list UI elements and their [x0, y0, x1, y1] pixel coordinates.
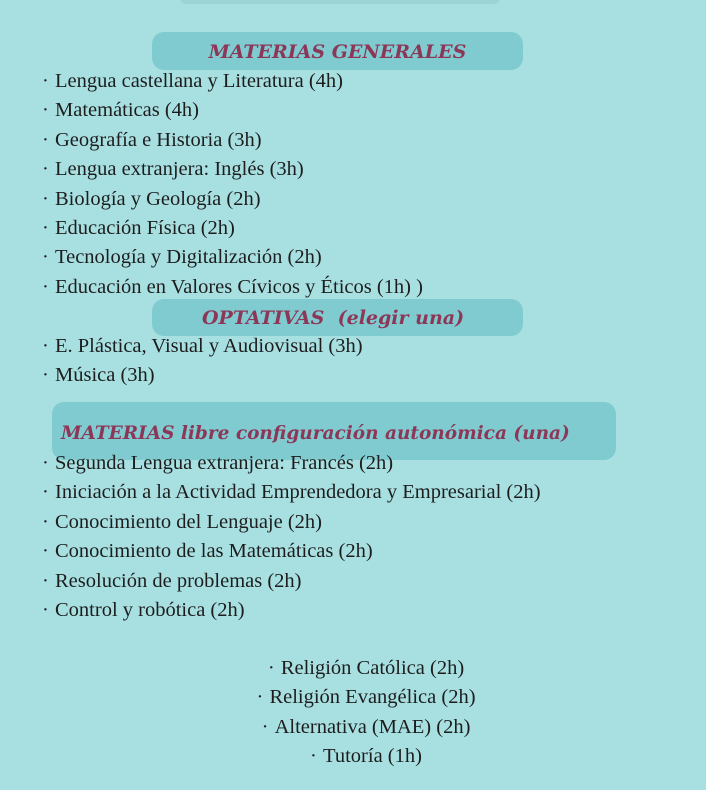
bullet: ·	[42, 481, 49, 504]
list-item: · Religión Católica (2h)	[0, 654, 706, 683]
bullet: ·	[256, 686, 264, 709]
list-item: · Educación Física (2h)	[42, 214, 423, 243]
list-item: · Control y robótica (2h)	[42, 596, 541, 625]
header-optativas-text: OPTATIVAS (elegir una)	[202, 306, 465, 329]
list-item: · Religión Evangélica (2h)	[0, 683, 706, 712]
optativas-list	[42, 332, 363, 391]
bullet: ·	[42, 187, 49, 210]
list-item: · Geografía e Historia (3h)	[42, 126, 423, 155]
list-item: · Lengua castellana y Literatura (4h)	[42, 67, 423, 96]
list-item: · Conocimiento de las Matemáticas (2h)	[42, 537, 541, 566]
otras-list	[0, 654, 706, 772]
bullet: ·	[42, 598, 49, 621]
list-item: · Conocimiento del Lenguaje (2h)	[42, 508, 541, 537]
bullet: ·	[42, 99, 49, 122]
header-materias-generales-text: MATERIAS GENERALES	[208, 41, 467, 63]
bullet: ·	[42, 158, 49, 181]
list-item: · Matemáticas (4h)	[42, 96, 423, 125]
header-optativas	[152, 299, 523, 336]
bullet: ·	[42, 569, 49, 592]
bullet: ·	[42, 216, 49, 239]
list-item: · Biología y Geología (2h)	[42, 185, 423, 214]
list-item: · Segunda Lengua extranjera: Francés (2h)	[42, 449, 541, 478]
generales-list	[42, 67, 423, 302]
bullet: ·	[42, 246, 49, 269]
list-item: · Música (3h)	[42, 361, 363, 390]
list-item: · Educación en Valores Cívicos y Éticos (1h) )	[42, 273, 423, 302]
list-item: · Tutoría (1h)	[0, 742, 706, 771]
list-item: · Alternativa (MAE) (2h)	[0, 713, 706, 742]
libre-list	[42, 449, 541, 625]
header-libre-configuracion-text: MATERIAS libre configuración autonómica (una)	[61, 422, 570, 444]
bullet: ·	[42, 70, 49, 92]
bullet: ·	[267, 657, 275, 679]
bullet: ·	[42, 364, 49, 387]
top-decoration	[180, 0, 500, 4]
bullet: ·	[42, 335, 49, 357]
list-item: · Lengua extranjera: Inglés (3h)	[42, 155, 423, 184]
bullet: ·	[42, 275, 49, 298]
bullet: ·	[42, 510, 49, 533]
list-item: · Iniciación a la Actividad Emprendedora y Empresarial (2h)	[42, 478, 541, 507]
bullet: ·	[310, 745, 317, 768]
header-materias-generales	[152, 32, 523, 70]
bullet: ·	[261, 715, 269, 738]
bullet: ·	[42, 452, 49, 474]
list-item: · Resolución de problemas (2h)	[42, 567, 541, 596]
bullet: ·	[42, 540, 49, 563]
list-item: · E. Plástica, Visual y Audiovisual (3h)	[42, 332, 363, 361]
list-item: · Tecnología y Digitalización (2h)	[42, 243, 423, 272]
bullet: ·	[42, 128, 49, 151]
